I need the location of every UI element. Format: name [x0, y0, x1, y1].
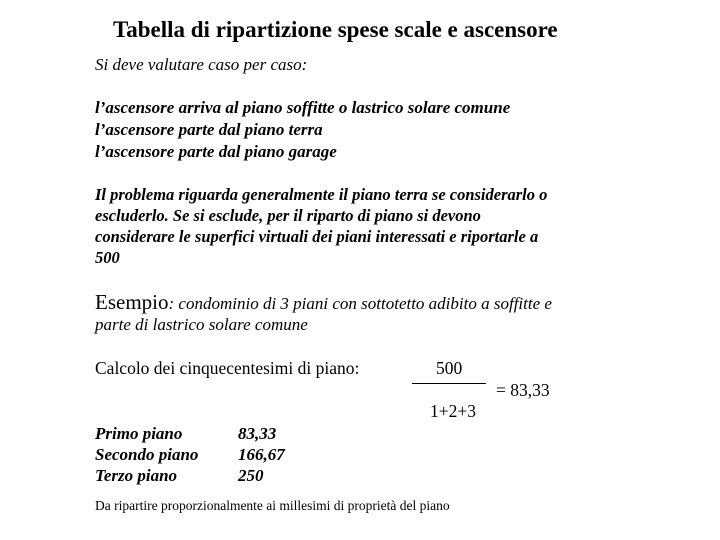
problem-line-1: Il problema riguarda generalmente il piano terra se considerarlo o — [95, 185, 548, 204]
floor-name-3: Terzo piano — [95, 466, 178, 485]
case-line-1: l’ascensore arriva al piano soffitte o lastrico solare comune — [95, 98, 511, 117]
problem-line-4: 500 — [95, 248, 120, 267]
case-line-2: l’ascensore parte dal piano terra — [95, 120, 323, 139]
floor-name-1: Primo piano — [95, 424, 183, 443]
example-text: condominio di 3 piani con sottotetto adibito a soffitte e — [174, 294, 552, 313]
case-line-3: l’ascensore parte dal piano garage — [95, 142, 337, 161]
floor-name-2: Secondo piano — [95, 445, 199, 464]
example-colon: : — [168, 294, 175, 313]
problem-line-2: escluderlo. Se si esclude, per il riparto di piano si devono — [95, 206, 481, 225]
fraction-numerator: 500 — [436, 358, 463, 378]
floor-value-3: 250 — [238, 466, 264, 485]
intro-text: Si deve valutare caso per caso: — [95, 55, 308, 74]
fraction-bar — [412, 383, 486, 384]
fraction-denominator: 1+2+3 — [430, 401, 476, 421]
footer-note: Da ripartire proporzionalmente ai millesimi di proprietà del piano — [95, 498, 450, 513]
floor-value-1: 83,33 — [238, 424, 277, 443]
example-line-2: parte di lastrico solare comune — [95, 315, 308, 334]
example-label: Esempio — [95, 290, 169, 314]
problem-line-3: considerare le superfici virtuali dei piani interessati e riportarle a — [95, 227, 539, 246]
calc-label: Calcolo dei cinquecentesimi di piano: — [95, 358, 360, 378]
floor-value-2: 166,67 — [238, 445, 285, 464]
fraction-result: = 83,33 — [496, 380, 550, 400]
example-line-1 — [95, 290, 552, 315]
page-title: Tabella di ripartizione spese scale e ascensore — [113, 17, 558, 42]
